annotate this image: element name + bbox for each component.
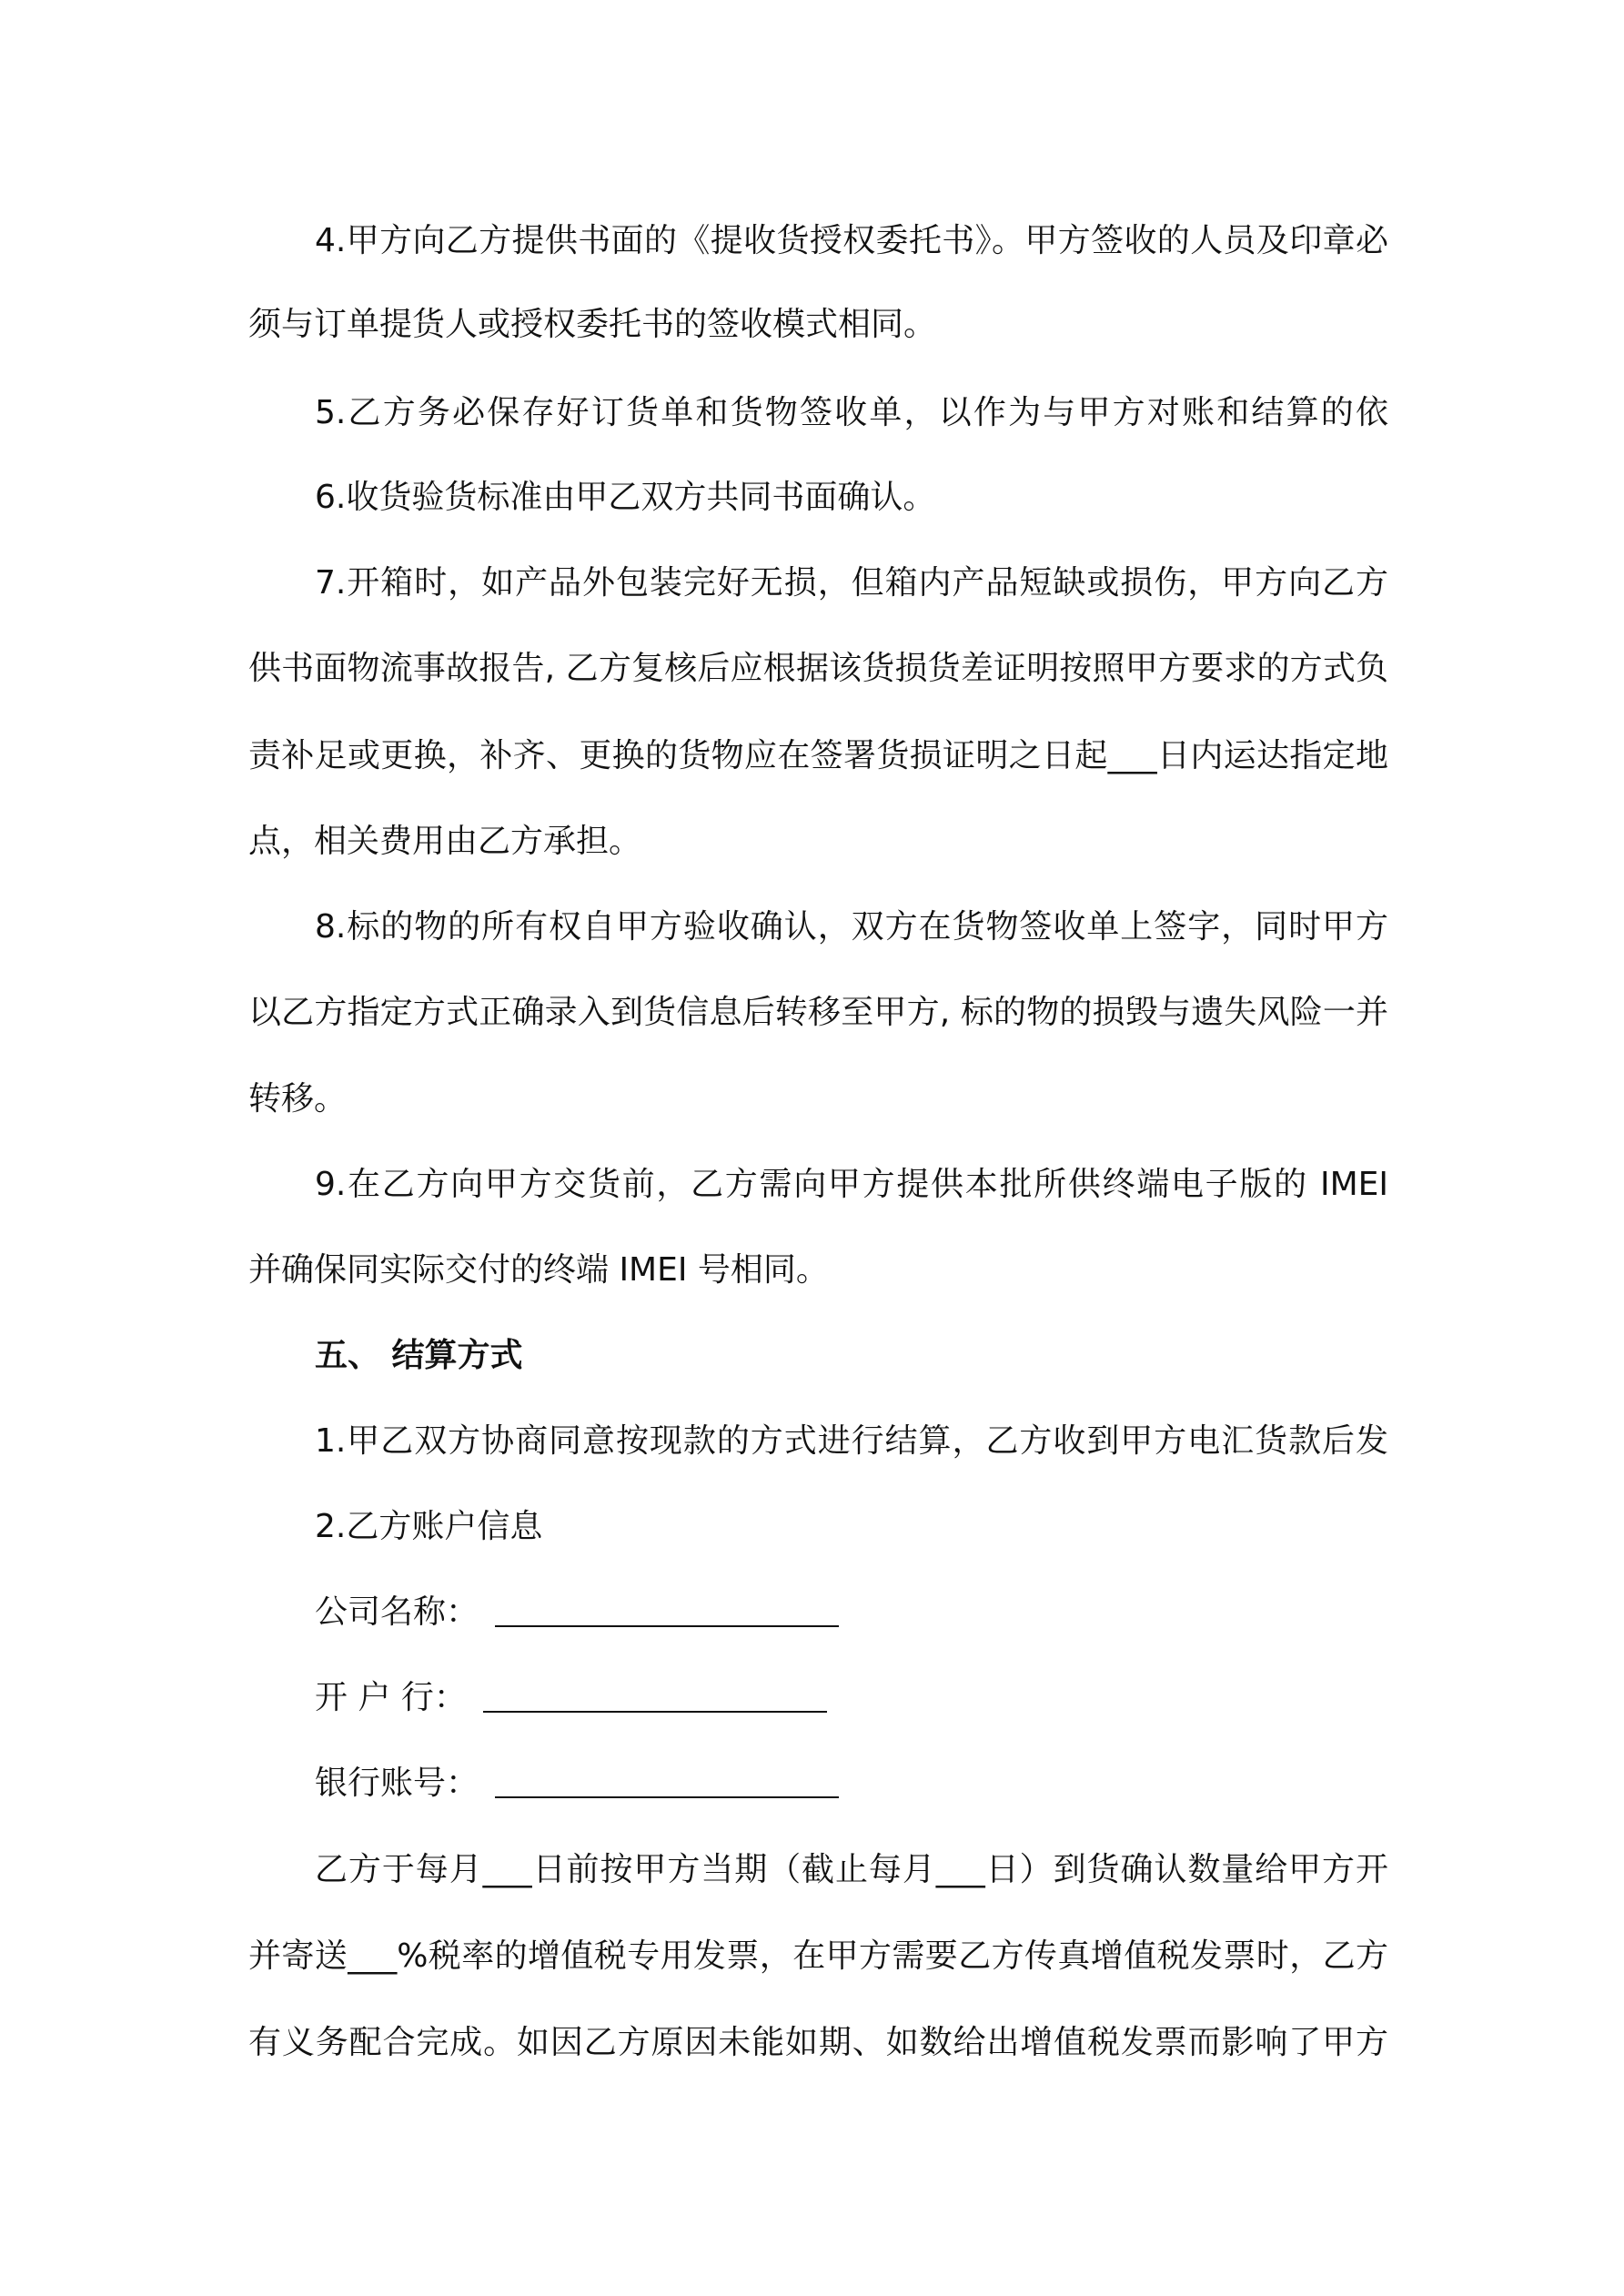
clause-8-line-1: 8.标的物的所有权自甲方验收确认，双方在货物签收单上签字，同时甲方: [315, 908, 1388, 946]
clause-4-line-2: 须与订单提货人或授权委托书的签收模式相同。: [248, 306, 937, 343]
account-number-field: [315, 1741, 861, 1826]
clause-9-line-1: 9.在乙方向甲方交货前，乙方需向甲方提供本批所供终端电子版的 IMEI: [315, 1166, 1388, 1203]
bank-label: 开 户 行：: [315, 1679, 467, 1716]
invoice-clause-line-2: 并寄送___%税率的增值税专用发票，在甲方需要乙方传真增值税发票时，乙方: [248, 1937, 1388, 1975]
account-number-blank: [495, 1796, 839, 1798]
invoice-clause-line-1: 乙方于每月___日前按甲方当期（截止每月___日）到货确认数量给甲方开: [315, 1851, 1388, 1888]
clause-7-line-2: 供书面物流事故报告, 乙方复核后应根据该货损货差证明按照甲方要求的方式负: [248, 650, 1388, 687]
clause-6: 6.收货验货标准由甲乙双方共同书面确认。: [315, 479, 936, 516]
clause-8-line-2: 以乙方指定方式正确录入到货信息后转移至甲方, 标的物的损毁与遗失风险一并: [248, 994, 1388, 1031]
bank-blank: [483, 1711, 827, 1713]
clause-4-line-1: 4.甲方向乙方提供书面的《提收货授权委托书》。甲方签收的人员及印章必: [315, 222, 1388, 259]
company-name-label: 公司名称：: [315, 1593, 479, 1631]
company-name-field: [315, 1570, 861, 1655]
settlement-clause-1: 1.甲乙双方协商同意按现款的方式进行结算，乙方收到甲方电汇货款后发: [315, 1422, 1388, 1460]
clause-8-line-3: 转移。: [248, 1080, 348, 1118]
account-number-label: 银行账号：: [315, 1765, 479, 1802]
settlement-clause-2: 2.乙方账户信息: [315, 1508, 543, 1545]
bank-field: [315, 1655, 861, 1741]
clause-5: 5.乙方务必保存好订货单和货物签收单，以作为与甲方对账和结算的依: [315, 394, 1388, 431]
clause-7-line-3: 责补足或更换，补齐、更换的货物应在签署货损证明之日起___日内运达指定地: [248, 737, 1388, 774]
company-name-blank: [495, 1625, 839, 1627]
clause-9-line-2: 并确保同实际交付的终端 IMEI 号相同。: [248, 1251, 829, 1289]
section-heading-settlement: 五、 结算方式: [315, 1337, 523, 1374]
invoice-clause-line-3: 有义务配合完成。如因乙方原因未能如期、如数给出增值税发票而影响了甲方: [248, 2024, 1388, 2061]
clause-7-line-1: 7.开箱时，如产品外包装完好无损，但箱内产品短缺或损伤，甲方向乙方: [315, 564, 1388, 602]
clause-7-line-4: 点，相关费用由乙方承担。: [248, 823, 642, 860]
